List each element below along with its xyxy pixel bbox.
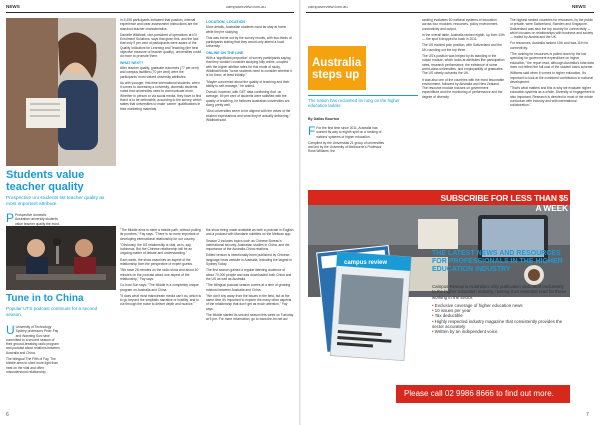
- ad-bullet: • 10 issues per year: [432, 308, 568, 313]
- header-rule-left: [6, 12, 294, 13]
- paragraph: "The Middle aims to steer a middle path, without pulling its punches," Fay says. "There is no more important or developing international relationship for our country.: [120, 228, 201, 241]
- paragraph: With a 'significant proportion' of survey participants saying that they wouldn't consider studying fully online, coupled with the higher attrition rates for this mode of study, Wildblatt thinks "some students need to consider whether it is for them, at least initially.": [206, 56, 293, 78]
- ad-bullet: • Written by an independent voice.: [432, 329, 568, 334]
- dropcap: U: [6, 323, 15, 337]
- ad-body-text: Campus Review is Australia's only publication dedicated exclusively to the higher education industry, making it an essential read for those working in the sector.: [432, 284, 566, 300]
- dropcap: P: [6, 211, 15, 225]
- australia-story-col1: [308, 126, 388, 156]
- ad-bullet: • Tax deductible: [432, 313, 568, 318]
- title-line: steps up: [312, 69, 360, 81]
- paragraph: "It does what most mainstream media can't do, which is to go beyond the simplistic narrative of hostility, and to cut through the noise to deliver depth and nuance.": [120, 293, 201, 307]
- paragraph: Season 2 includes topics such as Chinese Bureau's international security, Australian studies in China, and the importance of the Australia-China relations.: [206, 238, 290, 252]
- paragraph: "We have 26 minutes on the radio show and about 40 minutes on the podcast about one aspect of the relationship," Fay says.: [120, 268, 199, 281]
- teacher-story-col2: [120, 18, 202, 113]
- radio-story-title: Tune in to China: [6, 293, 84, 304]
- title-line: Australia: [312, 57, 362, 69]
- paragraph: The US's position was helped by its standing in the output module, which looks at attributes like participation rates, research performance, the existence of some world-class universities, and employability of graduates. The US clearly outranks the UK.: [422, 54, 505, 76]
- paragraph: It was also one of the countries with the most favourable environment, followed by Australia and New Zealand. The resource module focuses on government expenditure and the monitoring of performance and the degree of diversity.: [422, 77, 505, 99]
- paragraph: Edited version is intentionally been published by Chinese-language news website in Australia, including the largest in Sydney Today.: [206, 253, 292, 267]
- paragraph: "That's what matters and this is why we evaluate higher education systems as a whole. Diversity of engagement is also important. Research is directed to most of the whole curriculum with industry and with international collaboration.": [510, 86, 595, 108]
- australia-story-col2: [422, 18, 506, 101]
- page-number-right: 7: [586, 412, 589, 418]
- paragraph: This was borne out by the survey results, with two-thirds of participants stating that they would only attend a local university.: [206, 35, 292, 49]
- radio-studio-photo: [6, 226, 116, 290]
- section-label-left: NEWS: [6, 4, 20, 9]
- ad-body: [432, 284, 568, 335]
- paragraph: In the overall table, Australia ranked eighth, up from 10th — the spot it dropped to back in 2011.: [422, 32, 505, 42]
- teacher-story-deck: Prospective uni students list teacher quality as most important attribute.: [6, 196, 105, 207]
- paragraph: As with younger, first-time international students, when it comes to accessing a university, domestic students noted that universities need to communicate more. Whether in person or via social media, they have to find that it is to be defensible, according to the survey, which states that universities to make 'career' qualifications in their marketing materials.: [120, 80, 202, 111]
- teacher-photo: [6, 18, 116, 166]
- section-label-right: NEWS: [572, 4, 586, 9]
- australia-col1-text: For the first time since 2011, Australia has worked its way to eighth spot on a ranking of nations' systems of higher education.: [316, 126, 382, 139]
- paragraph: The Middle started its second season this week on Tuesday at 5 pm. For more information, go to www.the-tm.net.au/: [206, 313, 294, 322]
- paragraph: Compiled by the Universitas 21 group of universities and led by the University of Melbourne's Professor Ross Williams, the: [308, 140, 385, 154]
- header-rule-right: [306, 12, 594, 13]
- ad-banner-text: SUBSCRIBE FOR LESS THAN $5 A WEEK: [440, 193, 568, 213]
- paragraph: ranking evaluates 50 national systems of education across four modules: resources, policy environment, connectivity and output.: [422, 18, 499, 31]
- radio-story-col2: [120, 228, 202, 309]
- teacher-intro-text: Prospective domestic Australian university students value teacher quality the most.: [15, 213, 60, 226]
- ad-headline: THE LATEST NEWS AND RESOURCES FOR PROFESSIONALS IN THE HIGHER EDUCATION INDUSTRY: [432, 250, 563, 273]
- byline: By Dallas Bourton: [308, 117, 340, 121]
- subhead-online: ONLINE ON THE LINE: [206, 50, 244, 55]
- paragraph: Danielle Wildblatt, vice-president of operations at IGI Enrolment Solutions, says that given this, and the fact that only 9 per cent of participants were aware of the Quality Indicators for Learning and Teaching (the best objective measure of teacher quality), universities could do more to promote them.: [120, 32, 201, 59]
- paragraph: After teacher quality, graduate outcomes (77 per cent) and campus facilities (70 per cent) were the participants' most valued university attributes.: [120, 65, 199, 79]
- paragraph: "The bilingual podcast season comes at a time of growing mistrust between Australia and China.: [206, 283, 291, 292]
- paragraph: the show being made available as both a podcast in English and a podcast with Mandarin subtitles on the Meituan app.: [206, 228, 294, 237]
- paragraph: The first season gained a regular listening audience of about 70,000 people and was downloaded both China and the US as well as Australia.: [206, 268, 292, 281]
- deck-rule: [308, 95, 418, 96]
- paragraph: "The ranking for resources is pulled down by the low spending for government expenditure on higher education," the report read, although Australia's total data does not reflect the full cost of the student loans scheme.: [510, 52, 594, 69]
- radio-story-deck: Popular UTS podcast continues for a second season.: [6, 306, 98, 317]
- ad-bullet: • Highly respected industry magazine that consistently provides the sector accurately: [432, 319, 568, 330]
- australia-story-col3: [510, 18, 596, 110]
- paragraph: Williams said when it comes to higher education, it's important to look at the combined contribution to national development.: [510, 71, 593, 84]
- magazine-cover-stack: [312, 238, 422, 366]
- paragraph: "Obviously, the US relationship is vital, as is, say, Indonesia. But the Chinese relationship will be an ongoing matter of debate and understanding.": [120, 242, 193, 256]
- paragraph: More details, Australian students most far stay at home while they're studying.: [206, 25, 287, 34]
- teacher-story-col3: [206, 18, 294, 124]
- radio-story-col1: [6, 325, 60, 376]
- teacher-story-title: Students value teacher quality: [6, 169, 85, 193]
- paragraph: "Maybe concerned about the quality of teaching and their ability to self-manage," he added.: [206, 79, 290, 88]
- paragraph: The US tracked pole position, with Switzerland and the UK rounding out the top three.: [422, 43, 502, 52]
- subhead-what-next: WHAT NEXT?: [120, 60, 144, 65]
- australia-story-deck: The nation has reclaimed its rung on the higher education ladder.: [308, 98, 400, 108]
- paragraph: Co-host Sun says: "The Middle is a completely unique program on Australia and China.: [120, 283, 199, 292]
- paragraph: The bilingual The Fifth of Fay, The Middle aims to shed more light than heat on the vital and often misunderstood relationship.: [6, 357, 59, 374]
- paragraph: Overall, however, with GET data confirming that, on average, 69 per cent of students were satisfied with the quality of teaching, he believes Australian universities are doing pretty well.: [206, 90, 290, 108]
- ad-bullet-list: [432, 303, 568, 335]
- paragraph: For resources, Australia ranked 12th and was 11th for connectivity.: [510, 41, 589, 50]
- paragraph: In 5,495 participants indicated that position, internal experience and clear assessment instructions are the standout teacher characteristics.: [120, 18, 198, 31]
- australia-story-title: [312, 57, 361, 81]
- paragraph: "We don't shy away from the issues in the field, but at the same time it's important to explore the many other aspects of the relationship that don't get as much attention," Fay says.: [206, 293, 292, 311]
- magazine-masthead: campus review: [344, 260, 388, 266]
- site-url-right: campusreview.com.au: [308, 4, 348, 9]
- paragraph: "Also universities seem to be aligned with the views of the student expectations and what they're actually delivering," Wildblatt said.: [206, 109, 291, 122]
- ad-bullet: • Exclusive coverage of higher education news: [432, 303, 568, 308]
- radio-col1-text: University of Technology Sydney professors Peter Fay and Wanning Sun have committed to a second season of their ground-breaking radio program and podcast about relations between Australia and China.: [6, 325, 60, 355]
- subhead-location: LOCATION, LOCATION: [206, 20, 245, 24]
- radio-story-col3: [206, 228, 294, 324]
- dropcap: F: [308, 124, 316, 138]
- page-number-left: 6: [6, 412, 9, 418]
- paragraph: The highest ranked countries for resources, by the public or private, were Switzerland, Sweden and Singapore. Switzerland was also the top country for connectivity — which focuses on relationships with business and society — trailed by Austria and the UK.: [510, 18, 594, 40]
- site-url-left: campusreview.com.au: [226, 4, 266, 9]
- paragraph: Each week, the show examines an aspect of the relationship from the perspective of expert guests.: [120, 257, 193, 267]
- ad-cta-text[interactable]: Please call 02 9986 8666 to find out more.: [404, 389, 554, 398]
